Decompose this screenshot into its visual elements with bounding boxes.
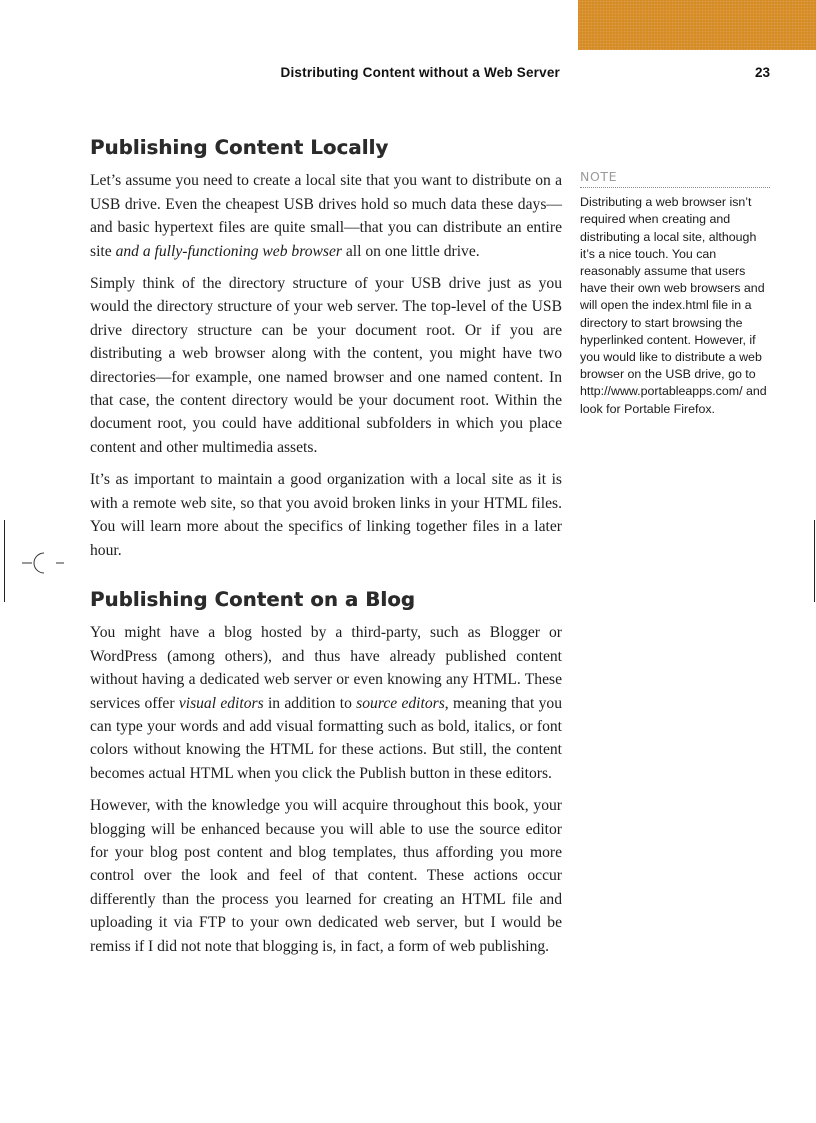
emphasis-text: and a fully-functioning web browser — [115, 242, 342, 260]
corner-color-tab — [578, 0, 816, 50]
emphasis-text: visual editors — [178, 694, 264, 712]
running-header-title: Distributing Content without a Web Server — [280, 65, 560, 80]
note-body: Distributing a web browser isn’t required when creating and distributing a local site, although it’s a nice touch. You can reasonably assume that users have their own web browsers and will open the index.html file in a directory to start browsing the hyperlinked content. However, if you would like to distribute a web browser on the USB drive, go to http://www.portableapps.com/ and look for Portable Firefox. — [580, 195, 767, 416]
paragraph: You might have a blog hosted by a third-party, such as Blogger or WordPress (among others), and thus have already published content without having a dedicated web server or even knowing any HTML. These services offer visual editors in addition to source editors, meaning that you can type your words and add visual formatting such as bold, italics, or font colors without knowing the HTML for these actions. But still, the content becomes actual HTML when you click the Publish button in these editors. — [90, 624, 562, 782]
section-heading-blog: Publishing Content on a Blog — [90, 587, 415, 611]
main-column — [90, 136, 562, 967]
crop-line-right — [814, 520, 815, 602]
page-number: 23 — [754, 65, 770, 80]
note-sidebar — [580, 168, 770, 418]
paragraph: It’s as important to maintain a good organization with a local site as it is with a remote web site, so that you avoid broken links in your HTML files. You will learn more about the specifics of linking together files in a later hour. — [90, 471, 562, 559]
section-heading-local: Publishing Content Locally — [90, 136, 389, 159]
note-label: NOTE — [580, 168, 770, 188]
crop-line-left — [4, 520, 5, 602]
registration-mark-icon — [22, 550, 66, 576]
paragraph: However, with the knowledge you will acquire throughout this book, your blogging will be enhanced because you will able to use the source editor for your blog post content and blog templates, thus affording you more control over the look and feel of that content. These actions occur differently than the process you learned for creating an HTML file and uploading it via FTP to your own dedicated web server, but I would be remiss if I did not note that blogging is, in fact, a form of web publishing. — [90, 797, 562, 955]
paragraph: Let’s assume you need to create a local site that you want to distribute on a USB drive. Even the cheapest USB drives hold so much data these days—and basic hypertext files are quite small—that you can distribute an entire site and a fully-functioning web browser all on one little drive. — [90, 172, 562, 260]
paragraph: Simply think of the directory structure of your USB drive just as you would the directory structure of your web server. The top-level of the USB drive directory structure can be your document root. Or if you are distributing a web browser along with the content, you might have two directories—for example, one named browser and one named content. In that case, the content directory would be your document root. Within the document root, you could have additional subfolders in which you place content and other multimedia assets. — [90, 275, 562, 456]
emphasis-text: source editors — [356, 694, 445, 712]
